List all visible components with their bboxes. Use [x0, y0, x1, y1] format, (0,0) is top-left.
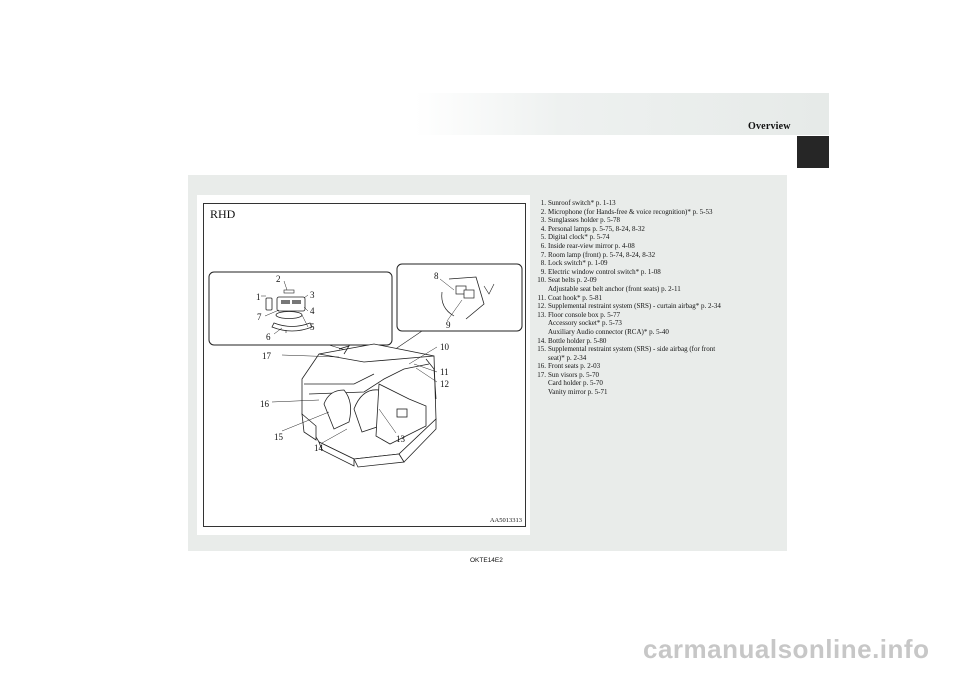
callout-8: 8 — [434, 271, 439, 281]
legend-item-number: 16. — [537, 362, 546, 371]
legend-item — [536, 337, 786, 346]
legend-item-number: 9. — [540, 267, 546, 276]
legend-item-text: Personal lamps p. 5-75, 8-24, 8-32 — [548, 224, 645, 233]
callout-4: 4 — [310, 306, 315, 316]
legend-item-text: Seat belts p. 2-09 — [548, 276, 597, 285]
legend-item-text: Front seats p. 2-03 — [548, 362, 601, 371]
page-section-title: Overview — [748, 121, 791, 132]
legend-item-number: 4. — [540, 224, 546, 233]
callout-17: 17 — [262, 351, 271, 361]
legend-item — [536, 199, 786, 208]
callout-1: 1 — [256, 292, 261, 302]
legend-item-text: Digital clock* p. 5-74 — [548, 233, 610, 242]
legend-item-subentry: Vanity mirror p. 5-71 — [548, 388, 608, 397]
legend-item-number: 13. — [537, 310, 546, 319]
callout-2: 2 — [276, 274, 281, 284]
legend-item — [536, 242, 786, 251]
legend-item-number: 14. — [537, 336, 546, 345]
legend-item-number: 11. — [537, 293, 546, 302]
callout-16: 16 — [260, 399, 269, 409]
watermark: carmanualsonline.info — [643, 634, 930, 664]
legend-item-text: Sunglasses holder p. 5-78 — [548, 216, 620, 225]
legend-item-text: Sunroof switch* p. 1-13 — [548, 199, 616, 207]
legend-item-text: Room lamp (front) p. 5-74, 8-24, 8-32 — [548, 250, 656, 259]
callout-3: 3 — [310, 290, 315, 300]
legend-item-text: Electric window control switch* p. 1-08 — [548, 267, 661, 276]
callout-9: 9 — [446, 320, 451, 330]
legend-item — [536, 216, 786, 225]
interior-illustration — [204, 204, 525, 526]
legend-item — [536, 302, 786, 311]
legend-item — [536, 294, 786, 303]
callout-14: 14 — [314, 443, 323, 453]
callout-13: 13 — [396, 434, 405, 444]
legend-item — [536, 268, 786, 277]
legend-item-number: 7. — [540, 250, 546, 259]
figure-code: AA5013313 — [489, 517, 522, 524]
legend-item-text: Lock switch* p. 1-09 — [548, 259, 608, 268]
lamp-shape-right — [292, 300, 301, 304]
legend-item-number: 1. — [540, 199, 546, 207]
legend-item-text: Floor console box p. 5-77 — [548, 310, 621, 319]
legend-item-subentry: Accessory socket* p. 5-73 — [548, 319, 622, 328]
legend-item — [536, 233, 786, 242]
callout-12: 12 — [440, 379, 449, 389]
callout-5: 5 — [310, 322, 315, 332]
lamp-shape-left — [281, 300, 290, 304]
legend-item — [536, 311, 786, 337]
legend-item-text: Coat hook* p. 5-81 — [548, 293, 603, 302]
callout-10: 10 — [440, 342, 449, 352]
section-thumb-tab — [797, 136, 829, 168]
legend-item-text: Bottle holder p. 5-80 — [548, 336, 607, 345]
legend-item — [536, 225, 786, 234]
interior-overview-figure — [203, 203, 526, 527]
legend-item — [536, 208, 786, 217]
legend-item-subentry: Card holder p. 5-70 — [548, 379, 603, 388]
legend-item-number: 12. — [537, 302, 546, 311]
legend-item-text: Supplemental restraint system (SRS) - side airbag (for front — [548, 345, 716, 354]
clock-shape — [276, 312, 302, 319]
figure-variant-label: RHD — [210, 207, 236, 221]
microphone-shape — [284, 290, 294, 293]
legend-item-text: Sun visors p. 5-70 — [548, 370, 599, 379]
callout-6: 6 — [266, 332, 271, 342]
legend-item — [536, 251, 786, 260]
callout-11: 11 — [440, 367, 449, 377]
legend-item-number: 3. — [540, 216, 546, 225]
callout-15: 15 — [274, 432, 283, 442]
footer-code: OKTE14E2 — [470, 557, 503, 564]
legend-list — [536, 199, 786, 397]
door-switch-inset — [397, 264, 522, 331]
legend-item-subentry: Auxiliary Audio connector (RCA)* p. 5-40 — [548, 327, 669, 336]
callout-7: 7 — [257, 312, 262, 322]
legend-item — [536, 362, 786, 371]
legend-item-text: Inside rear-view mirror p. 4-08 — [548, 241, 635, 250]
legend-item — [536, 276, 786, 293]
legend-item-number: 10. — [537, 276, 546, 285]
legend-item-number: 5. — [540, 233, 546, 242]
legend-item-number: 17. — [537, 370, 546, 379]
legend-item-text: Microphone (for Hands-free & voice recognition)* p. 5-53 — [548, 207, 713, 216]
legend-item-number: 8. — [540, 259, 546, 268]
sunroof-switch-shape — [266, 298, 272, 310]
legend-item — [536, 371, 786, 397]
legend-item — [536, 259, 786, 268]
legend-item-number: 2. — [540, 207, 546, 216]
legend-item-text: Supplemental restraint system (SRS) - curtain airbag* p. 2-34 — [548, 302, 721, 311]
legend-item-number: 15. — [537, 345, 546, 354]
legend-item-subentry: Adjustable seat belt anchor (front seats) p. 2-11 — [548, 284, 681, 293]
legend-item-number: 6. — [540, 241, 546, 250]
legend-item-subentry: seat)* p. 2-34 — [548, 353, 587, 362]
legend-item — [536, 345, 786, 362]
